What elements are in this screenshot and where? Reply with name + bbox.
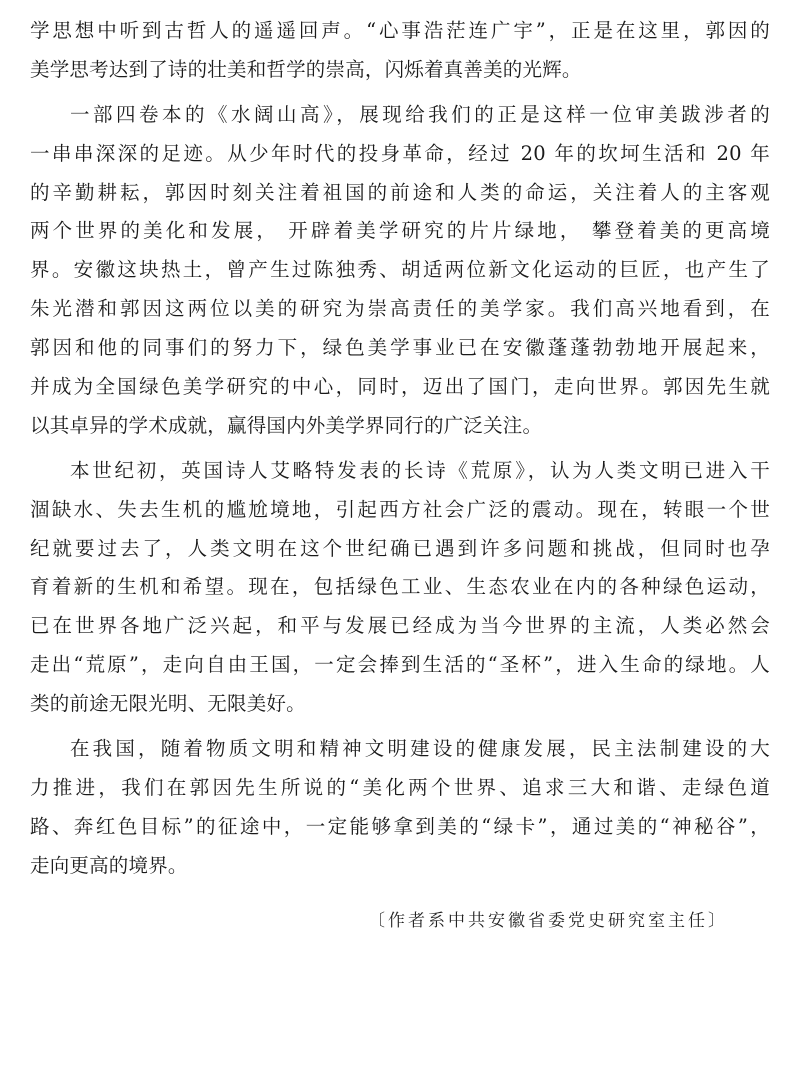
text-line: 类的前途无限光明、无限美好。 — [30, 692, 306, 716]
text-line: 路、奔红色目标”的征途中，一定能够拿到美的“绿卡”，通过美的“神秘谷”， — [30, 814, 770, 838]
text-line: 已在世界各地广泛兴起，和平与发展已经成为当今世界的主流，人类必然会 — [30, 614, 770, 638]
text-line: 纪就要过去了，人类文明在这个世纪确已遇到许多问题和挑战，但同时也孕 — [30, 536, 770, 560]
text-line: 一部四卷本的《水阔山高》，展现给我们的正是这样一位审美跋涉者的 — [70, 102, 770, 126]
text-line: 并成为全国绿色美学研究的中心，同时，迈出了国门，走向世界。郭因先生就 — [30, 375, 770, 399]
text-line: 力推进，我们在郭因先生所说的“美化两个世界、追求三大和谐、走绿色道 — [30, 775, 770, 799]
text-line: 美学思考达到了诗的壮美和哲学的崇高，闪烁着真善美的光辉。 — [30, 57, 582, 81]
article-body — [30, 12, 770, 886]
text-line: 学思想中听到古哲人的遥遥回声。“心事浩茫连广宇”，正是在这里，郭因的 — [30, 19, 770, 42]
author-attribution: 〔作者系中共安徽省委党史研究室主任〕 — [368, 911, 728, 931]
text-line: 的辛勤耕耘，郭因时刻关注着祖国的前途和人类的命运，关注着人的主客观 — [30, 180, 770, 204]
paragraph-4 — [30, 730, 770, 886]
text-line: 育着新的生机和希望。现在，包括绿色工业、生态农业在内的各种绿色运动， — [30, 575, 770, 599]
text-line: 两个世界的美化和发展， 开辟着美学研究的片片绿地， 攀登着美的更高境 — [30, 219, 770, 243]
paragraph-1 — [30, 12, 770, 90]
text-line: 走出“荒原”，走向自由王国，一定会捧到生活的“圣杯”，进入生命的绿地。人 — [30, 653, 770, 677]
text-line: 朱光潜和郭因这两位以美的研究为崇高责任的美学家。我们高兴地看到，在 — [30, 297, 770, 321]
text-line: 在我国，随着物质文明和精神文明建设的健康发展，民主法制建设的大 — [70, 737, 770, 761]
text-line: 走向更高的境界。 — [30, 853, 188, 877]
text-line: 以其卓异的学术成就，赢得国内外美学界同行的广泛关注。 — [30, 413, 543, 437]
text-line: 郭因和他的同事们的努力下，绿色美学事业已在安徽蓬蓬勃勃地开展起来， — [30, 336, 770, 360]
paragraph-2 — [30, 96, 770, 446]
text-line: 一串串深深的足迹。从少年时代的投身革命，经过 20 年的坎坷生活和 20 年 — [30, 141, 770, 165]
text-line: 界。安徽这块热土，曾产生过陈独秀、胡适两位新文化运动的巨匠，也产生了 — [30, 258, 770, 282]
text-line: 本世纪初，英国诗人艾略特发表的长诗《荒原》，认为人类文明已进入干 — [70, 458, 770, 482]
text-line: 涸缺水、失去生机的尴尬境地，引起西方社会广泛的震动。现在，转眼一个世 — [30, 497, 770, 521]
paragraph-3 — [30, 452, 770, 724]
